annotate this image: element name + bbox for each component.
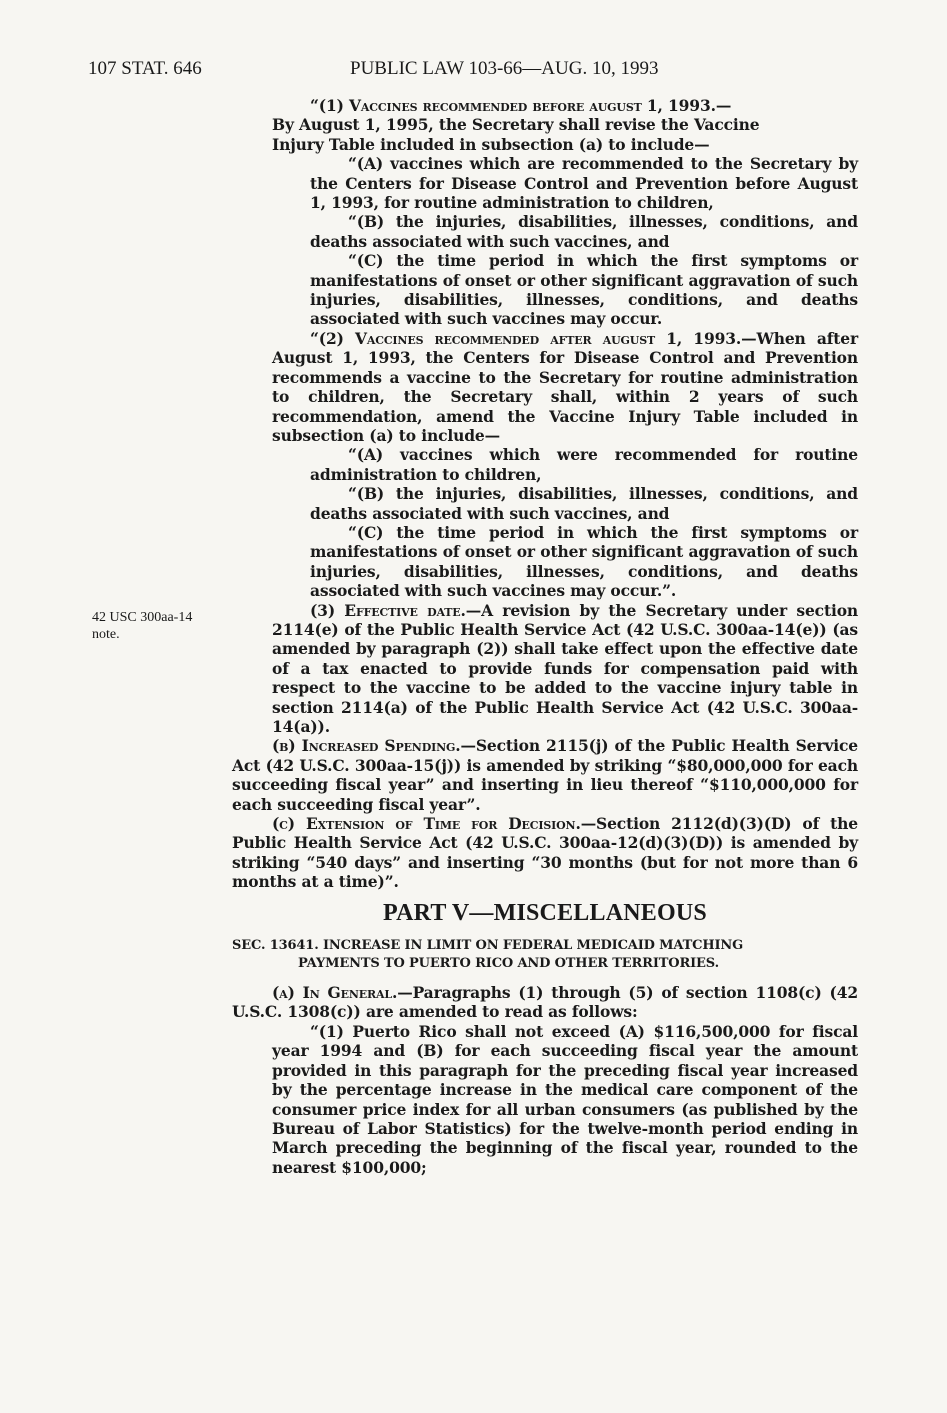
paragraph-2-heading: “(2) Vaccines recommended after august 1, 1993. [310,328,742,348]
subparagraph-1b: “(B) the injuries, disabilities, illnesses, conditions, and deaths associated with such vaccines, and [310,212,858,251]
body-text [232,96,858,1177]
paragraph-3 [232,601,858,737]
section-heading-line2: PAYMENTS TO PUERTO RICO AND OTHER TERRITORIES. [298,956,719,972]
paragraph-1-line2: Injury Table included in subsection (a) to include— [272,134,710,154]
paragraph-2 [232,329,858,445]
subsection-c-text: —Section 2112(d)(3)(D) of the Public Health Service Act (42 U.S.C. 300aa-12(d)(3)(D)) is amended by striking “540 days” and inserting “30 months (but for not more than 6 months at a time)”. [232,814,858,892]
subparagraph-2b: “(B) the injuries, disabilities, illnesses, conditions, and deaths associated with such vaccines, and [310,484,858,523]
margin-citation-line2: note. [92,627,120,642]
subsection-a-text: —Paragraphs (1) through (5) of section 1108(c) (42 U.S.C. 1308(c)) are amended to read as follows: [232,983,859,1022]
paragraph-1-lead: “(1) Vaccines recommended before august 1, 1993.— [310,96,732,115]
subsection-a [232,983,858,1022]
subparagraph-1c: “(C) the time period in which the first symptoms or manifestations of onset or other significant aggravation of such injuries, disabilities, illnesses, conditions, and deaths associated with such vaccines may occur. [310,251,858,329]
subsection-c-heading: (c) Extension of Time for Decision. [272,814,581,834]
section-heading-line1: SEC. 13641. INCREASE IN LIMIT ON FEDERAL MEDICAID MATCHING [232,938,744,954]
subparagraph-1a: “(A) vaccines which are recommended to the Secretary by the Centers for Disease Control and Prevention before August 1, 1993, for routine administration to children, [310,154,858,213]
part-title: PART V—MISCELLANEOUS [383,899,707,926]
subsection-b [232,736,858,814]
paragraph-3-text: —A revision by the Secretary under section 2114(e) of the Public Health Service Act (42 U.S.C. 300aa-14(e)) (as amended by paragraph (2)) shall take effect upon the effective date of a tax enacted to provide funds for compensation paid with respect to the vaccine to be added to the vaccine injury table in section 2114(a) of the Public Health Service Act (42 U.S.C. 300aa-14(a)). [272,600,858,736]
paragraph-1-heading [232,96,858,115]
paragraph-2-text: —When after August 1, 1993, the Centers for Disease Control and Prevention recommends a vaccine to the Secretary for routine administration to children, the Secretary shall, within 2 years of such recommendation, amend the Vaccine Injury Table included in subsection (a) to include— [272,328,858,445]
paragraph-1-line1: By August 1, 1995, the Secretary shall revise the Vaccine [272,115,760,135]
subparagraph-2c: “(C) the time period in which the first symptoms or manifestations of onset or other significant aggravation of such injuries, disabilities, illnesses, conditions, and deaths associated with such vaccines may occur.”. [310,522,858,601]
subsection-b-text: —Section 2115(j) of the Public Health Service Act (42 U.S.C. 300aa-15(j)) is amended by striking “$80,000,000 for each succeeding fiscal year” and inserting in lieu thereof “$110,000,000 for each succeeding fiscal year”. [232,736,858,814]
paragraph-a1: “(1) Puerto Rico shall not exceed (A) $116,500,000 for fiscal year 1994 and (B) for each succeeding fiscal year the amount provided in this paragraph for the preceding fiscal year increased by the percentage increase in the medical care component of the consumer price index for all urban consumers (as published by the Bureau of Labor Statistics) for the twelve-month period ending in March preceding the beginning of the fiscal year, rounded to the nearest $100,000; [272,1021,858,1177]
subsection-b-heading: (b) Increased Spending. [272,736,461,756]
public-law-title: PUBLIC LAW 103-66—AUG. 10, 1993 [350,58,659,79]
section-heading [232,937,858,973]
subsection-a-heading: (a) In General. [272,983,398,1003]
stat-page-number: 107 STAT. 646 [88,58,202,79]
margin-citation [92,609,192,643]
margin-citation-line1: 42 USC 300aa-14 [92,610,193,625]
subsection-c [232,814,858,892]
paragraph-3-heading: (3) Effective date. [310,600,466,620]
subparagraph-2a: “(A) vaccines which were recommended for routine administration to children, [310,445,858,484]
